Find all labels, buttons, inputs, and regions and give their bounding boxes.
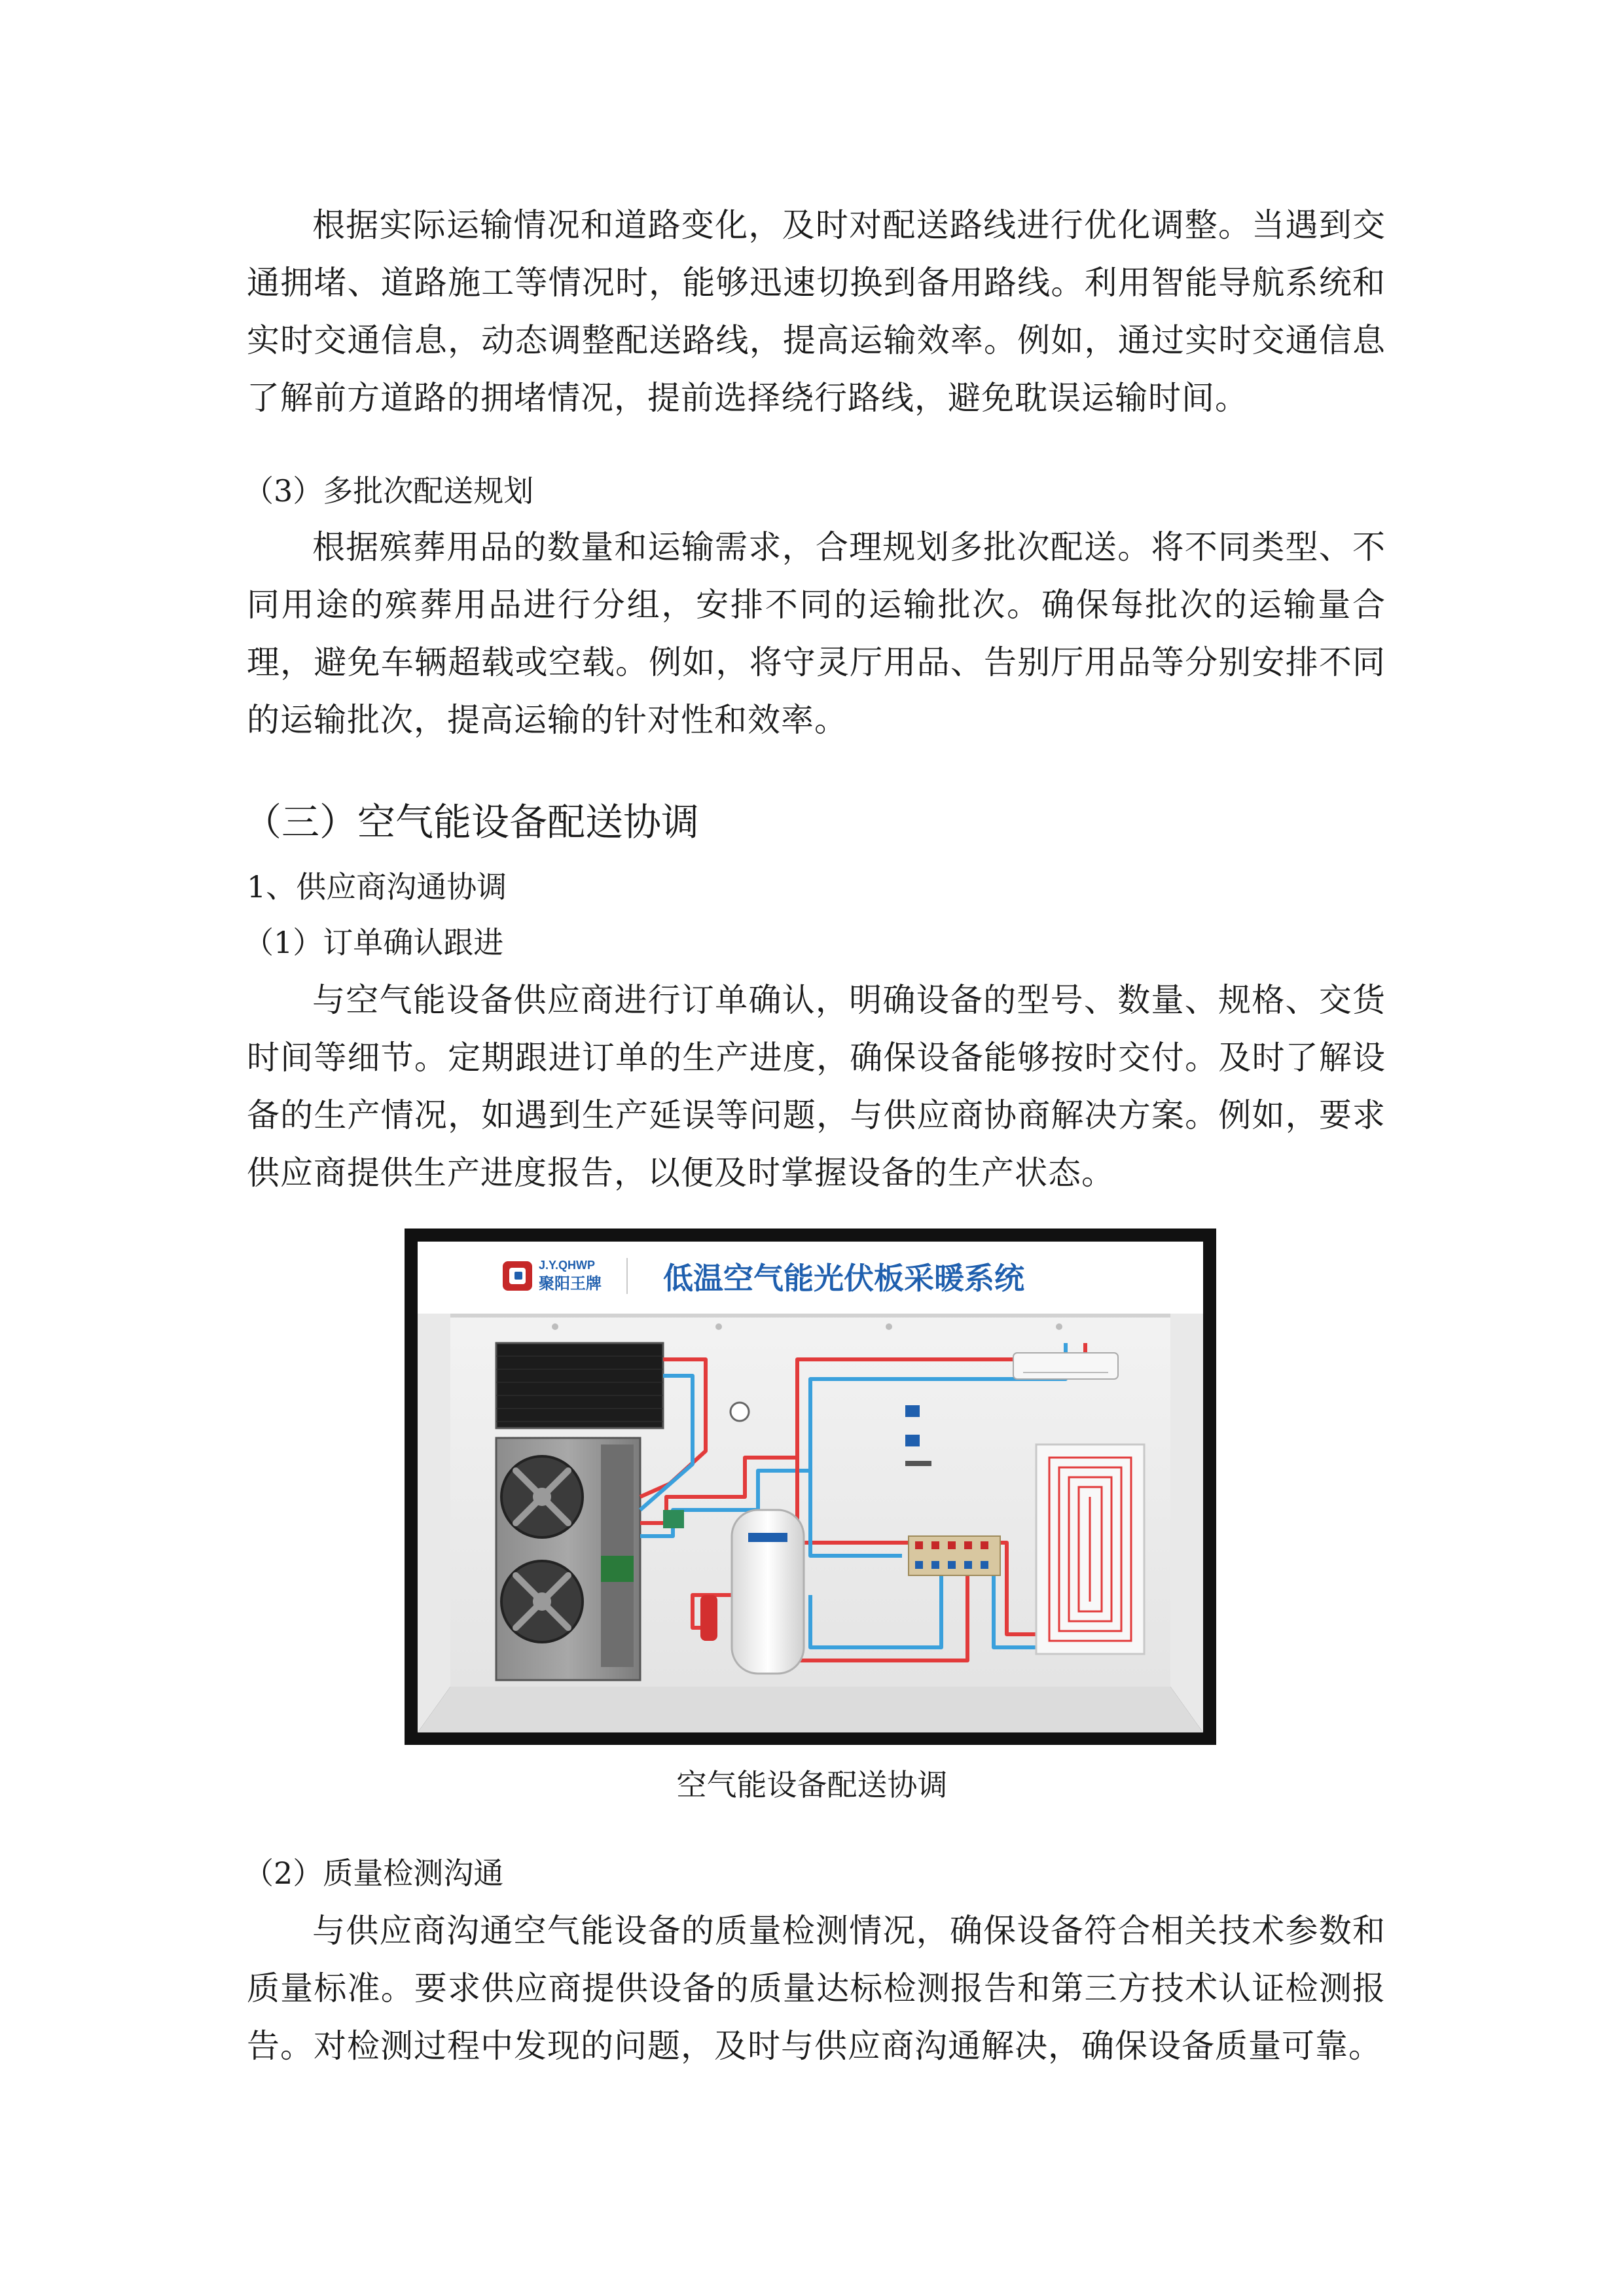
heading-order-confirmation: （1）订单确认跟进 (244, 925, 504, 960)
heat-pump-unit (496, 1438, 640, 1680)
paragraph-order-confirmation: 与空气能设备供应商进行订单确认，明确设备的型号、数量、规格、交货时间等细节。定期跟进订单的生产进度，确保设备能够按时交付。及时了解设备的生产情况，如遇到生产延误等问题，与供应商协商解决方案。例如，要求供应商提供生产进度报告，以便及时掌握设备的生产状态。 (247, 981, 1386, 1192)
solar-panel (496, 1343, 663, 1428)
svg-text:聚阳王牌: 聚阳王牌 (539, 1274, 602, 1293)
manifold (909, 1536, 1000, 1575)
paragraph-route-optimization: 根据实际运输情况和道路变化，及时对配送路线进行优化调整。当遇到交通拥堵、道路施工等情况时，能够迅速切换到备用路线。利用智能导航系统和实时交通信息，动态调整配送路线，提高运输效率。例如，通过实时交通信息了解前方道路的拥堵情况，提前选择绕行路线，避免耽误运输时间。 (247, 206, 1386, 417)
svg-text:J.Y.QHWP: J.Y.QHWP (539, 1259, 596, 1272)
paragraph-multi-batch: 根据殡葬用品的数量和运输需求，合理规划多批次配送。将不同类型、不同用途的殡葬用品进行分组，安排不同的运输批次。确保每批次的运输量合理，避免车辆超载或空载。例如，将守灵厅用品、告别厅用品等分别安排不同的运输批次，提高运输的针对性和效率。 (247, 528, 1386, 739)
air-energy-system-figure (405, 1229, 1216, 1745)
floor-heating-panel (1036, 1444, 1144, 1654)
heading-quality-inspection: （2）质量检测沟通 (244, 1856, 504, 1891)
heading-multi-batch: （3）多批次配送规划 (244, 473, 534, 509)
paragraph-quality-inspection: 与供应商沟通空气能设备的质量检测情况，确保设备符合相关技术参数和质量标准。要求供应商提供设备的质量达标检测报告和第三方技术认证检测报告。对检测过程中发现的问题，及时与供应商沟通解决，确保设备质量可靠。 (247, 1912, 1386, 2065)
subheading-supplier-communication: 1、供应商沟通协调 (247, 869, 507, 905)
figure-caption: 空气能设备配送协调 (676, 1767, 948, 1803)
water-tank (732, 1510, 804, 1674)
indoor-ac-unit (1013, 1353, 1118, 1379)
banner-title: 低温空气能光伏板采暖系统 (663, 1261, 1024, 1296)
section-heading-air-energy: （三）空气能设备配送协调 (244, 800, 700, 844)
brand-logo (503, 1259, 602, 1293)
